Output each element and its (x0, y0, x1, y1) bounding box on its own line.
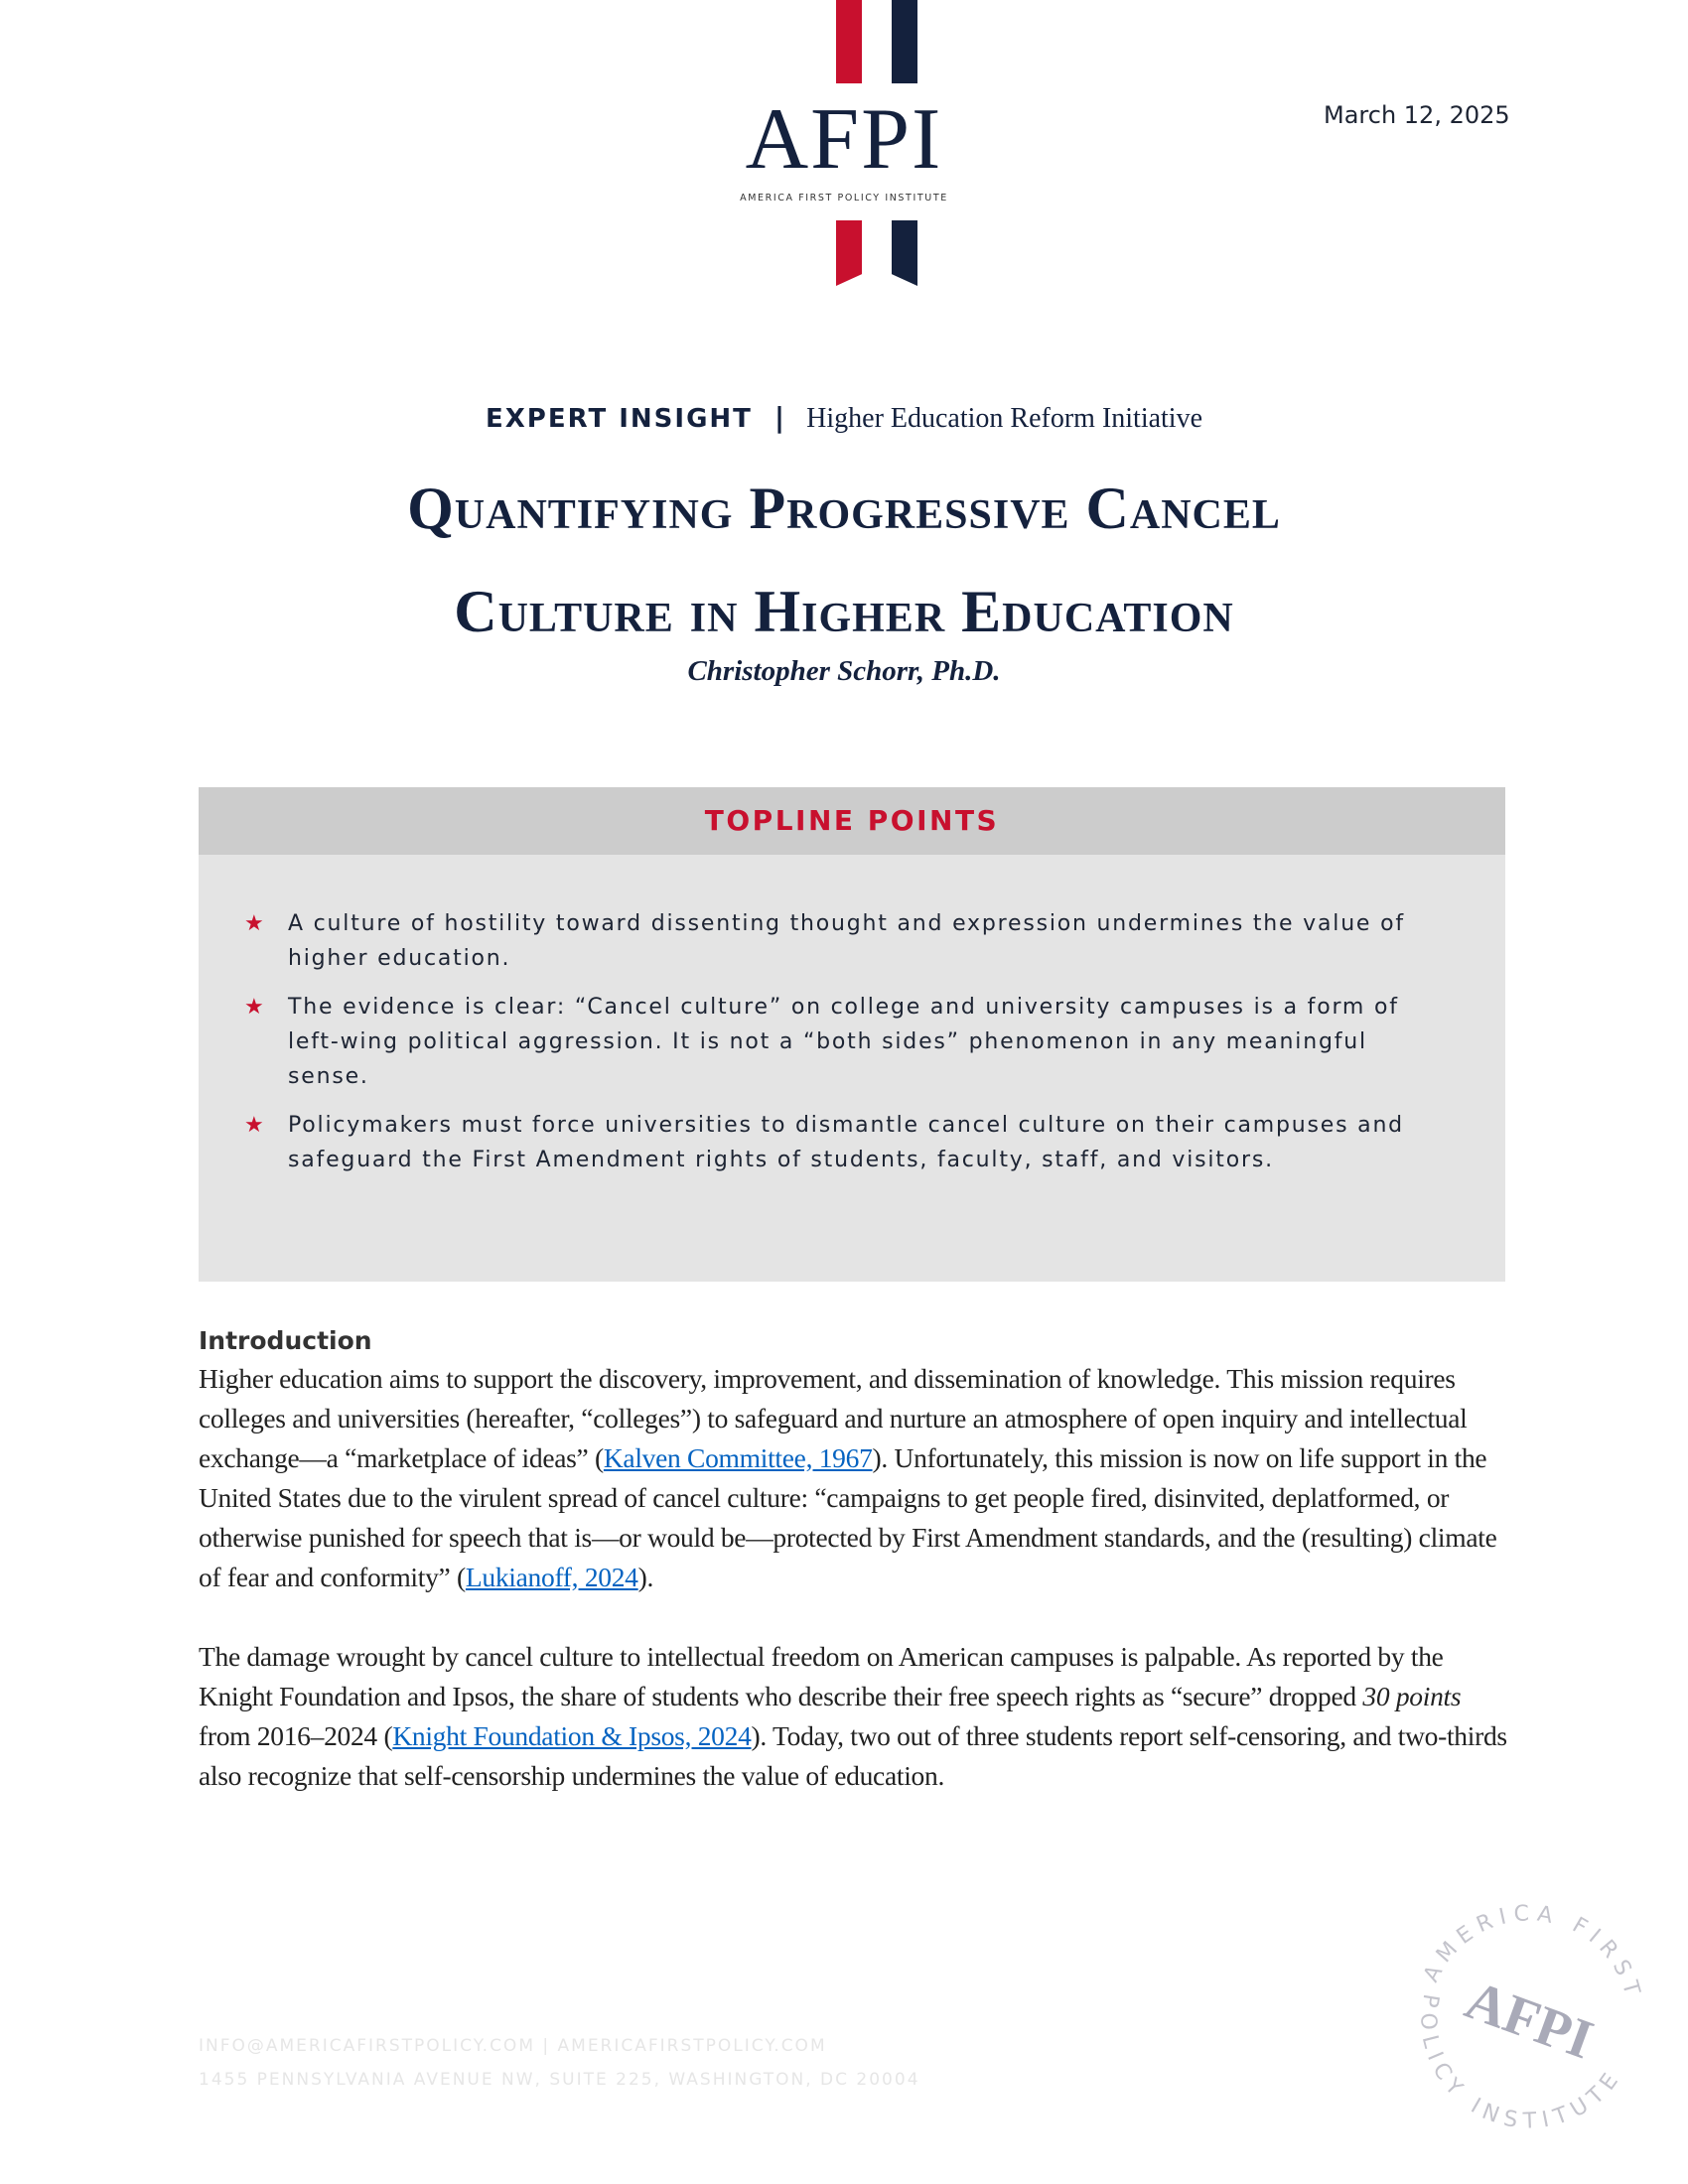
title-line-1: Quantifying Progressive Cancel (407, 476, 1281, 541)
topline-point-text: Policymakers must force universities to dismantle cancel culture on their campuses and safeguard the First Amendment rights of students, faculty, staff, and visitors. (288, 1113, 1404, 1172)
afpi-logo (725, 0, 963, 288)
logo-wordmark: AFPI (745, 91, 943, 188)
topline-heading: TOPLINE POINTS (199, 787, 1505, 855)
logo-navy-ribbon-bottom (892, 220, 917, 286)
footer-address: 1455 PENNSYLVANIA AVENUE NW, SUITE 225, WASHINGTON, DC 20004 (199, 2070, 920, 2090)
logo-tagline: AMERICA FIRST POLICY INSTITUTE (740, 193, 948, 204)
p2-text-c: ). Today, two out of three students report self-censoring, and two-thirds also recognize that self-censorship undermines the value of education. (199, 1720, 1507, 1791)
initiative-label: Higher Education Reform Initiative (806, 403, 1203, 434)
citation-link-knight-ipsos[interactable]: Knight Foundation & Ipsos, 2024 (392, 1720, 752, 1751)
star-icon: ★ (244, 911, 266, 936)
body-content (199, 1326, 1509, 1836)
svg-text:POLICY INSTITUTE: POLICY INSTITUTE (1415, 1991, 1628, 2134)
afpi-seal-icon (1400, 1891, 1658, 2149)
logo-red-ribbon-bottom (836, 220, 862, 286)
kicker-label: EXPERT INSIGHT (485, 404, 753, 434)
publication-date: March 12, 2025 (1324, 101, 1510, 129)
topline-point-text: A culture of hostility toward dissenting thought and expression undermines the value of higher education. (288, 911, 1405, 971)
p2-text-b: from 2016–2024 ( (199, 1720, 393, 1751)
p1-text-b: ). Unfortunately, this mission is now on life support in the United States due to the virulent spread of cancel culture: “campaigns to get people fired, disinvited, deplatformed, or otherwise punished for speech that is—or would be—protected by First Amendment standards, and the (resulting) climate of fear and conformity” ( (199, 1442, 1497, 1592)
svg-text:AFPI: AFPI (1458, 1969, 1601, 2072)
paragraph-1 (199, 1359, 1509, 1597)
title-line-2: Culture in Higher Education (454, 579, 1234, 644)
topline-point (244, 906, 1446, 976)
paragraph-2 (199, 1637, 1509, 1796)
page-footer (199, 2029, 920, 2097)
logo-red-bar-top (836, 0, 862, 83)
topline-points-box (199, 787, 1505, 1282)
p2-text-a: The damage wrought by cancel culture to intellectual freedom on American campuses is palpable. As reported by the Knight Foundation and Ipsos, the share of students who describe their free speech rights as “secure” dropped (199, 1641, 1444, 1711)
kicker-separator: | (774, 401, 785, 434)
document-kicker (0, 401, 1688, 435)
section-heading-introduction: Introduction (199, 1326, 372, 1355)
footer-contact: INFO@AMERICAFIRSTPOLICY.COM | AMERICAFIRSTPOLICY.COM (199, 2036, 827, 2056)
topline-point (244, 990, 1446, 1094)
star-icon: ★ (244, 995, 266, 1020)
citation-link-kalven[interactable]: Kalven Committee, 1967 (603, 1442, 873, 1473)
svg-text:AMERICA FIRST: AMERICA FIRST (1419, 1901, 1646, 2005)
p1-text-c: ). (637, 1562, 654, 1592)
topline-point-text: The evidence is clear: “Cancel culture” on college and university campuses is a form of left-wing political aggression. It is not a “both sides” phenomenon in any meaningful sense. (288, 995, 1399, 1089)
p1-text-a: Higher education aims to support the discovery, improvement, and dissemination of knowledge. This mission requires colleges and universities (hereafter, “colleges”) to safeguard and nurture an atmosphere of open inquiry and intellectual exchange—a “marketplace of ideas” ( (199, 1363, 1468, 1473)
star-icon: ★ (244, 1113, 266, 1138)
p2-emphasis: 30 points (1362, 1681, 1462, 1711)
topline-list (199, 855, 1505, 1177)
topline-point (244, 1108, 1446, 1177)
document-title (0, 457, 1688, 663)
author-byline: Christopher Schorr, Ph.D. (687, 655, 1001, 687)
citation-link-lukianoff[interactable]: Lukianoff, 2024 (465, 1562, 638, 1592)
logo-navy-bar-top (892, 0, 917, 83)
